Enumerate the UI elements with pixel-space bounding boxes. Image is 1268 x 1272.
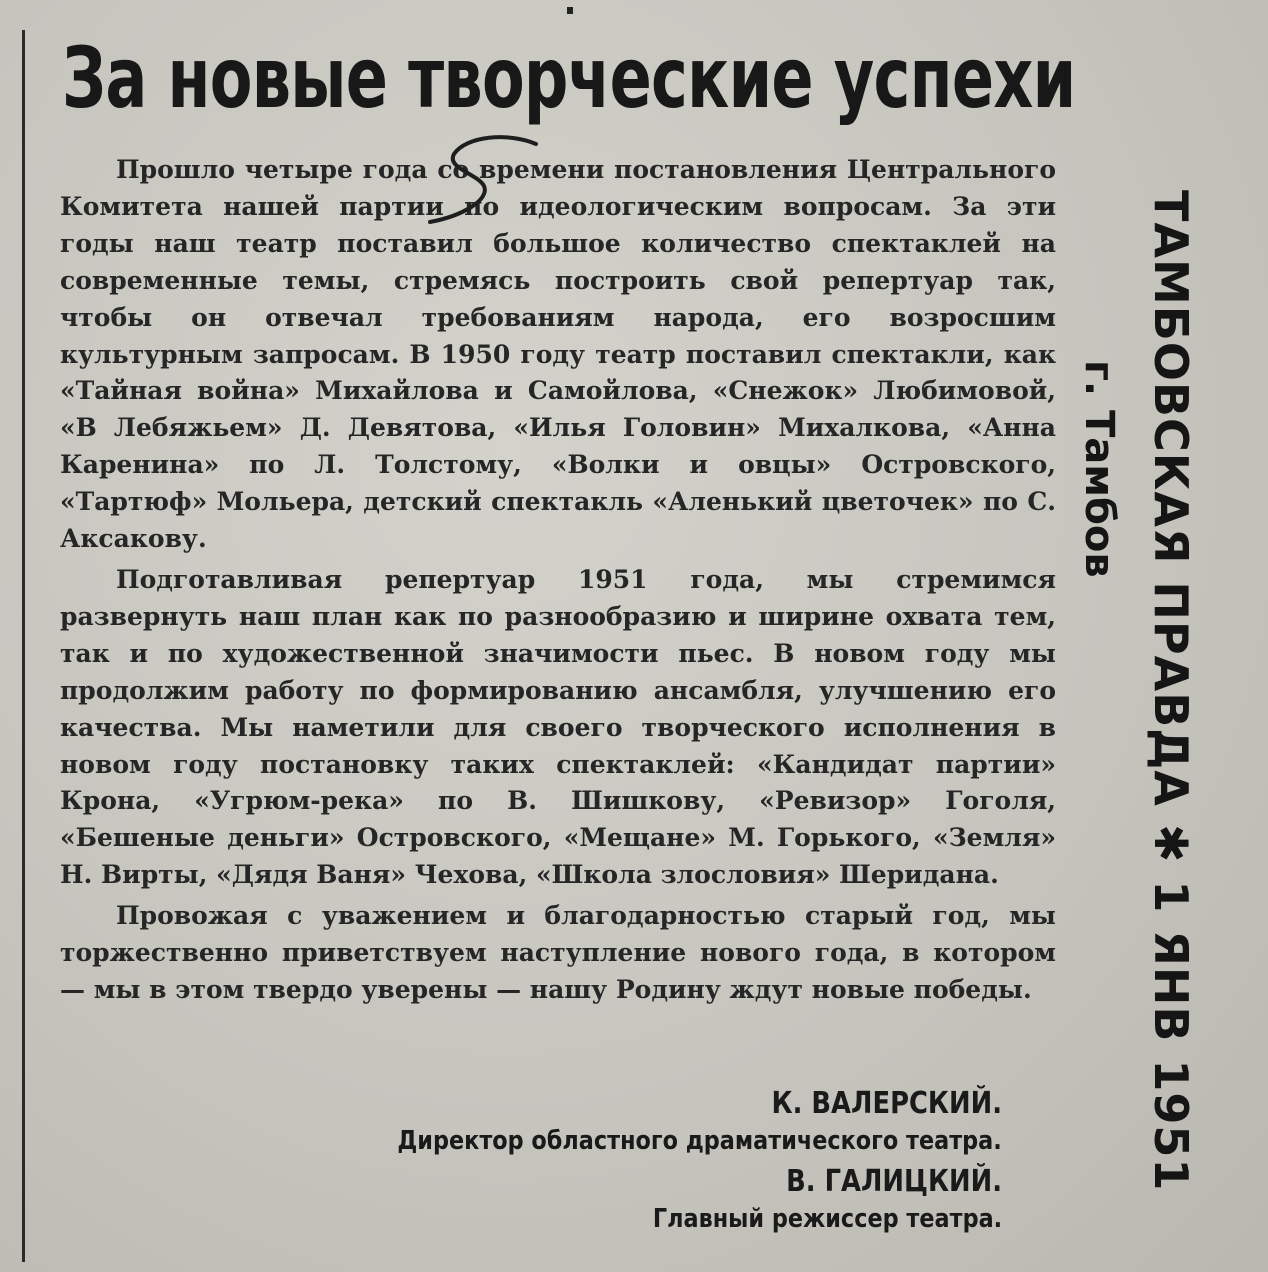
signature-role-1: Директор областного драматического театра. [397,1126,1002,1156]
signature-name-1: К. ВАЛЕРСКИЙ. [771,1086,1002,1121]
masthead-stamp [1118,190,1208,1240]
article-body [60,152,1056,1013]
masthead-city-text: г. Тамбов [1076,360,1122,578]
masthead-text: ТАМБОВСКАЯ ПРАВДА ✱ 1 ЯНВ 1951 [1144,190,1198,1192]
top-tick-mark [566,0,576,8]
signature-role-2: Главный режиссер театра. [652,1204,1002,1234]
left-column-rule [22,30,25,1262]
article-paragraph: Подготавливая репертуар 1951 года, мы стремимся развернуть наш план как по разнообразию и ширине охвата тем, так и по художественной значимости пьес. В новом году мы продолжим работу по формированию ансамбля, улучшению его качества. Мы наметили для своего творческого исполнения в новом году постановку таких спектаклей: «Кандидат партии» Крона, «Угрюм-река» по В. Шишкову, «Ревизор» Гоголя, «Бешеные деньги» Островского, «Мещане» М. Горького, «Земля» Н. Вирты, «Дядя Ваня» Чехова, «Школа злословия» Шеридана. [60,564,1056,890]
article-paragraph: Прошло четыре года со времени постановления Центрального Комитета нашей партии по идеологическим вопросам. За эти годы наш театр поставил большое количество спектаклей на современные темы, стремясь построить свой репертуар так, чтобы он отвечал требованиям народа, его возросшим культурным запросам. В 1950 году театр поставил спектакли, как «Тайная война» Михайлова и Самойлова, «Снежок» Любимовой, «В Лебяжьем» Д. Девятова, «Илья Головин» Михалкова, «Анна Каренина» по Л. Толстому, «Волки и овцы» Островского, «Тартюф» Мольера, детский спектакль «Аленький цветочек» по С. Аксакову. [60,155,1056,554]
pencil-mark-drawing [418,128,558,228]
article-clipping [40,20,1080,1260]
article-headline: За новые творческие успехи [62,29,1076,127]
signature-name-2: В. ГАЛИЦКИЙ. [786,1164,1002,1199]
article-paragraph: Провожая с уважением и благодарностью старый год, мы торжественно приветствуем наступление нового года, в котором — мы в этом твердо уверены — нашу Родину ждут новые победы. [60,901,1056,1004]
